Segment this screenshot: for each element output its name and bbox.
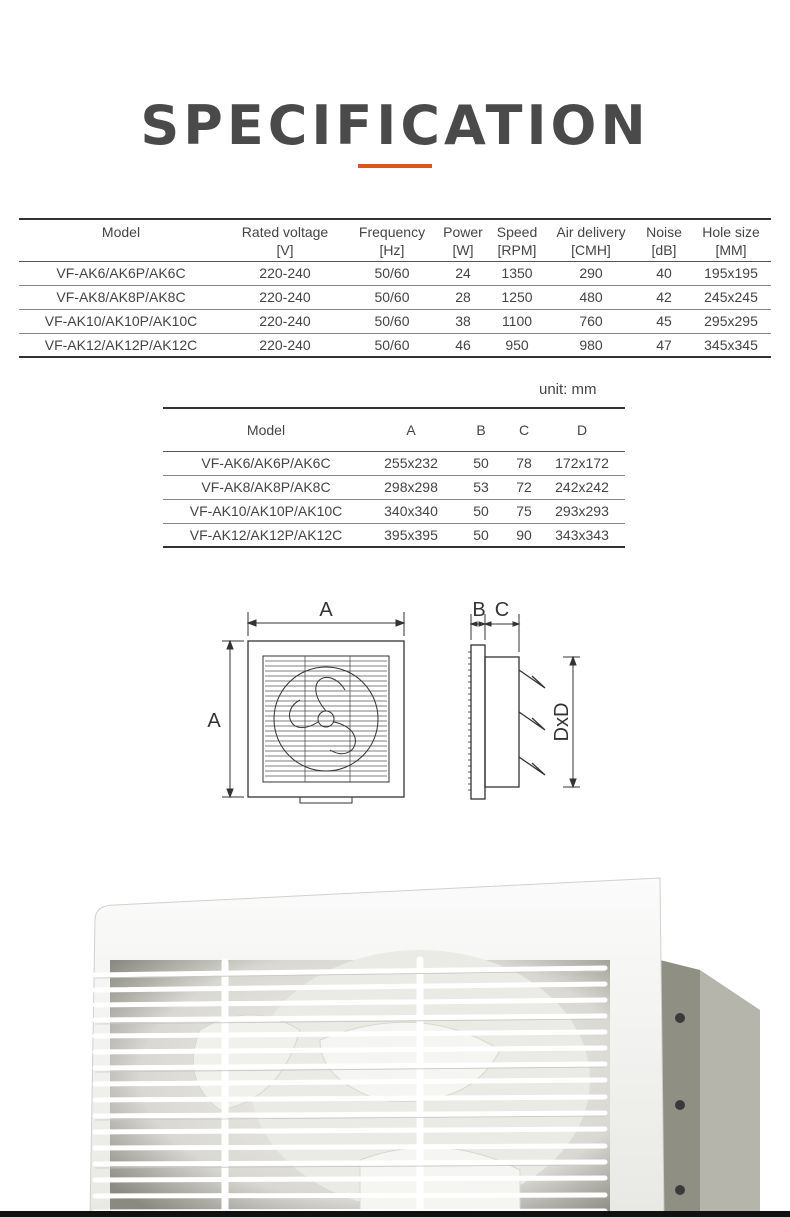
spec-cell: 45 [637, 309, 691, 333]
table-row [19, 285, 771, 309]
dim-header-c: C [509, 408, 539, 451]
spec-header-hole-size-unit: [MM] [715, 242, 747, 258]
spec-cell: 50/60 [374, 336, 410, 353]
dim-header-model: Model [163, 408, 369, 451]
dim-cell: 340x340 [369, 499, 453, 523]
spec-cell: 195x195 [691, 261, 771, 285]
table-row [19, 333, 771, 357]
spec-header-frequency [347, 219, 437, 261]
dim-cell: VF-AK12/AK12P/AK12C [189, 526, 343, 543]
specification-table [19, 218, 771, 358]
dim-cell: 298x298 [369, 475, 453, 499]
dim-cell: VF-AK10/AK10P/AK10C [163, 499, 369, 523]
side-c-label: C [494, 599, 510, 621]
dim-cell: 75 [509, 499, 539, 523]
dim-header-row [163, 408, 625, 451]
spec-cell: 220-240 [223, 261, 347, 285]
dim-cell: 50 [473, 526, 489, 543]
spec-cell: 345x345 [704, 336, 758, 353]
spec-header-power [437, 219, 489, 261]
dimension-table [163, 407, 625, 548]
spec-header-air-delivery [545, 219, 637, 261]
dim-cell: 255x232 [369, 451, 453, 475]
page-title: SPECIFICATION [140, 94, 650, 157]
spec-header-speed [489, 219, 545, 261]
dim-cell: 172x172 [539, 451, 625, 475]
spec-cell: 46 [455, 336, 471, 353]
spec-cell: 50/60 [347, 309, 437, 333]
dim-cell: 53 [453, 475, 509, 499]
spec-header-hole-size-label: Hole size [702, 224, 760, 240]
table-row [163, 451, 625, 475]
spec-header-model-label: Model [101, 224, 141, 240]
spec-cell: VF-AK8/AK8P/AK8C [19, 285, 223, 309]
spec-header-air-delivery-unit: [CMH] [571, 242, 611, 258]
dim-cell: 293x293 [539, 499, 625, 523]
front-width-label: A [319, 599, 333, 621]
dim-header-d: D [539, 408, 625, 451]
title-underline [358, 164, 432, 168]
table-row [19, 261, 771, 285]
spec-header-row [19, 219, 771, 261]
table-row [163, 499, 625, 523]
side-d-label: DxD [551, 702, 573, 742]
table-row [163, 475, 625, 499]
spec-cell: 47 [656, 336, 672, 353]
spec-cell: VF-AK12/AK12P/AK12C [44, 336, 198, 353]
spec-cell: VF-AK6/AK6P/AK6C [19, 261, 223, 285]
spec-header-noise-unit: [dB] [651, 242, 677, 258]
spec-cell: 290 [545, 261, 637, 285]
spec-cell: 220-240 [259, 336, 311, 353]
side-b-label: B [472, 599, 486, 621]
spec-cell: 295x295 [691, 309, 771, 333]
spec-cell: 220-240 [223, 285, 347, 309]
dim-header-b: B [453, 408, 509, 451]
spec-cell: 28 [437, 285, 489, 309]
dim-cell: 395x395 [384, 526, 438, 543]
dim-cell: 72 [509, 475, 539, 499]
dim-cell: VF-AK6/AK6P/AK6C [163, 451, 369, 475]
spec-cell: 480 [545, 285, 637, 309]
spec-cell: VF-AK10/AK10P/AK10C [19, 309, 223, 333]
table-row [19, 309, 771, 333]
spec-header-noise [637, 219, 691, 261]
spec-header-power-unit: [W] [452, 242, 474, 258]
spec-header-noise-label: Noise [646, 224, 682, 240]
spec-header-speed-label: Speed [496, 224, 538, 240]
spec-cell: 245x245 [691, 285, 771, 309]
spec-cell: 40 [637, 261, 691, 285]
spec-cell: 1350 [489, 261, 545, 285]
spec-header-voltage-unit: [V] [276, 242, 294, 258]
dim-cell: 242x242 [539, 475, 625, 499]
dim-cell: 50 [453, 499, 509, 523]
unit-label: unit: mm [539, 381, 597, 398]
spec-cell: 24 [437, 261, 489, 285]
dim-cell: 90 [516, 526, 532, 543]
spec-cell: 50/60 [347, 285, 437, 309]
dim-cell: 343x343 [555, 526, 609, 543]
dimension-diagram [0, 590, 790, 820]
dim-cell: 78 [509, 451, 539, 475]
spec-cell: 1100 [489, 309, 545, 333]
dim-header-a: A [369, 408, 453, 451]
spec-header-air-delivery-label: Air delivery [556, 224, 626, 240]
spec-cell: 38 [437, 309, 489, 333]
spec-cell: 1250 [489, 285, 545, 309]
spec-header-model [19, 219, 223, 261]
spec-header-hole-size [691, 219, 771, 261]
dim-cell: 50 [453, 451, 509, 475]
side-bracket [660, 960, 760, 1217]
product-photo [0, 870, 790, 1217]
spec-header-power-label: Power [443, 224, 483, 240]
spec-cell: 220-240 [223, 309, 347, 333]
front-height-label: A [207, 710, 221, 732]
spec-header-speed-unit: [RPM] [497, 242, 537, 258]
spec-header-voltage-label: Rated voltage [241, 224, 329, 240]
dim-cell: VF-AK8/AK8P/AK8C [163, 475, 369, 499]
spec-cell: 42 [637, 285, 691, 309]
spec-header-frequency-unit: [Hz] [379, 242, 405, 258]
side-view [468, 645, 545, 799]
front-height-dimension [222, 641, 244, 797]
table-row [163, 523, 625, 547]
bottom-edge [0, 1211, 790, 1217]
spec-header-voltage [223, 219, 347, 261]
spec-cell: 50/60 [347, 261, 437, 285]
spec-cell: 950 [505, 336, 529, 353]
front-view [248, 641, 404, 803]
spec-header-frequency-label: Frequency [358, 224, 426, 240]
spec-cell: 760 [545, 309, 637, 333]
spec-cell: 980 [579, 336, 603, 353]
